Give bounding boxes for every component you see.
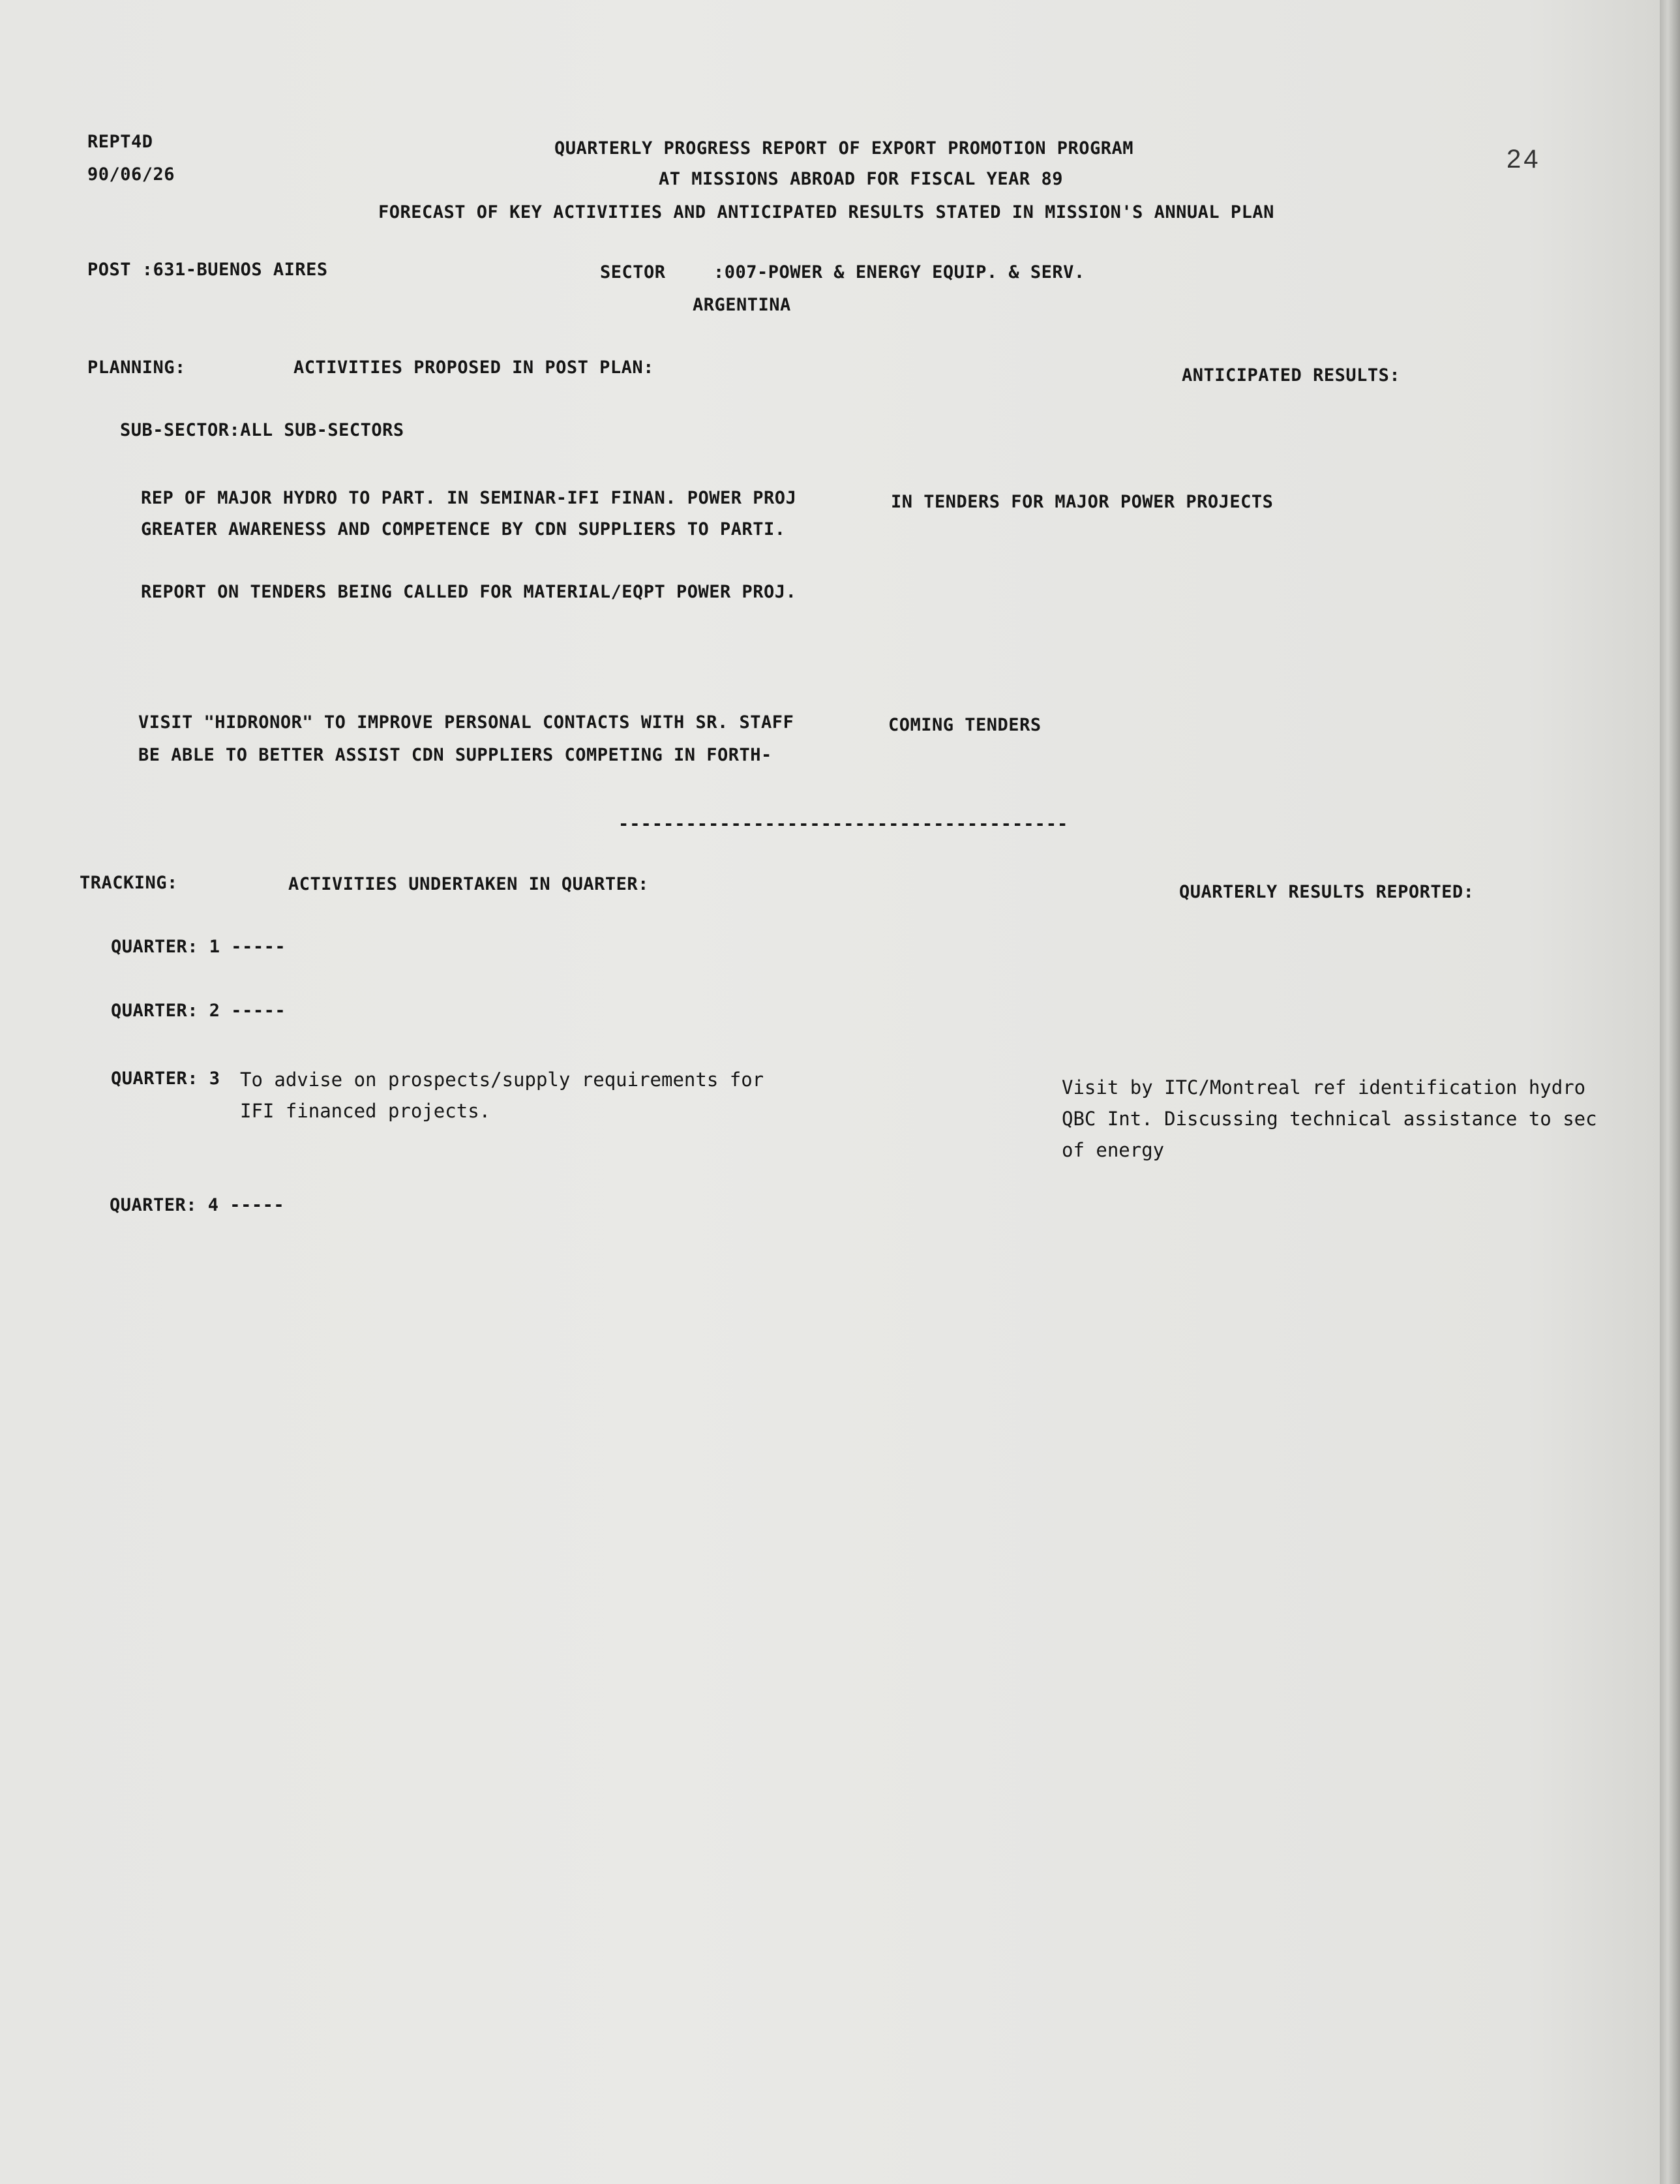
quarterly-results-header: QUARTERLY RESULTS REPORTED:	[1179, 882, 1475, 902]
sector-label: SECTOR	[600, 262, 666, 282]
planning-label: PLANNING:	[87, 357, 186, 378]
planned-activity-line: BE ABLE TO BETTER ASSIST CDN SUPPLIERS COMPETING IN FORTH-	[138, 745, 772, 765]
country: ARGENTINA	[693, 295, 791, 315]
planning-activities-header: ACTIVITIES PROPOSED IN POST PLAN:	[293, 357, 654, 378]
tracking-label: TRACKING:	[80, 873, 178, 893]
quarter-2: QUARTER: 2 -----	[111, 1001, 286, 1021]
anticipated-result-line: COMING TENDERS	[888, 715, 1042, 735]
quarter-4: QUARTER: 4 -----	[110, 1195, 285, 1215]
page-edge	[1660, 0, 1680, 2184]
quarter-3-activity-line: IFI financed projects.	[240, 1100, 491, 1122]
quarter-3-result-line: Visit by ITC/Montreal ref identification hydro	[1062, 1076, 1586, 1099]
quarter-3-activity-line: To advise on prospects/supply requirements for	[240, 1069, 764, 1091]
report-date: 90/06/26	[87, 164, 175, 185]
section-divider: ----------------------------------------	[618, 814, 1069, 834]
quarter-1: QUARTER: 1 -----	[111, 937, 286, 957]
planned-activity-line: GREATER AWARENESS AND COMPETENCE BY CDN SUPPLIERS TO PARTI.	[141, 519, 786, 539]
planned-activity-line: REPORT ON TENDERS BEING CALLED FOR MATERIAL/EQPT POWER PROJ.	[141, 582, 797, 602]
page-number: 24	[1507, 145, 1541, 174]
post-label: POST :631-BUENOS AIRES	[87, 260, 328, 280]
anticipated-result-line: IN TENDERS FOR MAJOR POWER PROJECTS	[891, 492, 1274, 512]
quarter-3-result-line: QBC Int. Discussing technical assistance to sec	[1062, 1108, 1597, 1130]
report-title-line2: AT MISSIONS ABROAD FOR FISCAL YEAR 89	[659, 169, 1063, 189]
report-title-line3: FORECAST OF KEY ACTIVITIES AND ANTICIPATED RESULTS STATED IN MISSION'S ANNUAL PLAN	[378, 202, 1274, 222]
sub-sector: SUB-SECTOR:ALL SUB-SECTORS	[120, 420, 404, 440]
anticipated-results-header: ANTICIPATED RESULTS:	[1182, 365, 1401, 386]
tracking-activities-header: ACTIVITIES UNDERTAKEN IN QUARTER:	[288, 874, 649, 894]
sector-value: :007-POWER & ENERGY EQUIP. & SERV.	[713, 262, 1085, 282]
planned-activity-line: REP OF MAJOR HYDRO TO PART. IN SEMINAR-IFI FINAN. POWER PROJ	[141, 488, 797, 508]
planned-activity-line: VISIT "HIDRONOR" TO IMPROVE PERSONAL CONTACTS WITH SR. STAFF	[138, 712, 794, 733]
report-code: REPT4D	[87, 132, 153, 152]
quarter-3-result-line: of energy	[1062, 1139, 1165, 1161]
quarter-3-label: QUARTER: 3	[111, 1069, 220, 1089]
report-title-line1: QUARTERLY PROGRESS REPORT OF EXPORT PROMOTION PROGRAM	[554, 138, 1134, 159]
